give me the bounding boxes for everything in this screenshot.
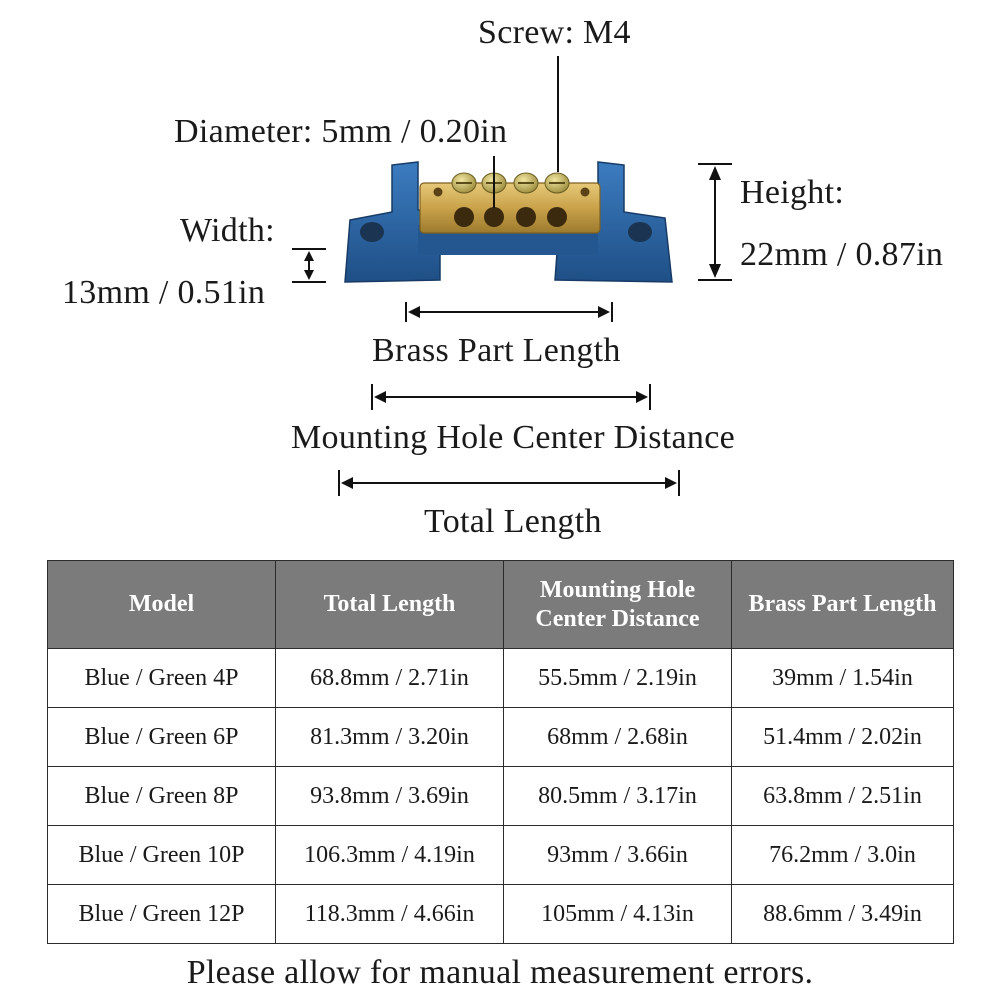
table-header-row <box>48 561 954 649</box>
cell-mounting-distance: 93mm / 3.66in <box>504 826 732 885</box>
width-dimension <box>292 249 326 282</box>
table-row <box>48 885 954 944</box>
screw-label: Screw: M4 <box>478 14 631 51</box>
header-total-length: Total Length <box>276 561 504 649</box>
screw-icon <box>452 173 476 193</box>
table-row <box>48 708 954 767</box>
cell-model: Blue / Green 4P <box>48 649 276 708</box>
table-row <box>48 767 954 826</box>
mounting-distance-label: Mounting Hole Center Distance <box>291 419 735 456</box>
cell-total-length: 93.8mm / 3.69in <box>276 767 504 826</box>
cell-model: Blue / Green 8P <box>48 767 276 826</box>
header-model: Model <box>48 561 276 649</box>
mounting-distance-dimension <box>372 384 650 410</box>
wire-hole <box>547 207 567 227</box>
header-mounting-distance: Mounting Hole Center Distance <box>504 561 732 649</box>
brass-length-dimension <box>406 302 612 322</box>
cell-mounting-distance: 55.5mm / 2.19in <box>504 649 732 708</box>
diameter-label: Diameter: 5mm / 0.20in <box>174 113 508 150</box>
cell-mounting-distance: 105mm / 4.13in <box>504 885 732 944</box>
wire-hole <box>454 207 474 227</box>
cell-brass-length: 51.4mm / 2.02in <box>732 708 954 767</box>
right-mounting-hole <box>628 222 652 242</box>
cell-brass-length: 63.8mm / 2.51in <box>732 767 954 826</box>
table-row <box>48 826 954 885</box>
height-value: 22mm / 0.87in <box>740 236 944 273</box>
height-label: Height: <box>740 174 845 211</box>
header-brass-length: Brass Part Length <box>732 561 954 649</box>
cell-brass-length: 76.2mm / 3.0in <box>732 826 954 885</box>
width-label: Width: <box>180 212 275 249</box>
cell-model: Blue / Green 6P <box>48 708 276 767</box>
total-length-dimension <box>339 470 679 496</box>
cell-total-length: 106.3mm / 4.19in <box>276 826 504 885</box>
screw-icon <box>514 173 538 193</box>
footer-note: Please allow for manual measurement errors. <box>186 954 814 991</box>
cell-total-length: 118.3mm / 4.66in <box>276 885 504 944</box>
brass-bar <box>420 183 600 233</box>
left-mounting-hole <box>360 222 384 242</box>
cell-brass-length: 88.6mm / 3.49in <box>732 885 954 944</box>
cell-mounting-distance: 68mm / 2.68in <box>504 708 732 767</box>
spec-table <box>47 560 954 944</box>
width-value: 13mm / 0.51in <box>62 274 266 311</box>
brass-part-length-label: Brass Part Length <box>372 332 621 369</box>
wire-hole <box>516 207 536 227</box>
screw-icon <box>545 173 569 193</box>
cell-brass-length: 39mm / 1.54in <box>732 649 954 708</box>
cell-total-length: 81.3mm / 3.20in <box>276 708 504 767</box>
table-row <box>48 649 954 708</box>
total-length-label: Total Length <box>424 503 602 540</box>
cell-model: Blue / Green 12P <box>48 885 276 944</box>
wire-hole <box>484 207 504 227</box>
cell-model: Blue / Green 10P <box>48 826 276 885</box>
height-dimension <box>698 164 732 280</box>
cell-mounting-distance: 80.5mm / 3.17in <box>504 767 732 826</box>
cell-total-length: 68.8mm / 2.71in <box>276 649 504 708</box>
